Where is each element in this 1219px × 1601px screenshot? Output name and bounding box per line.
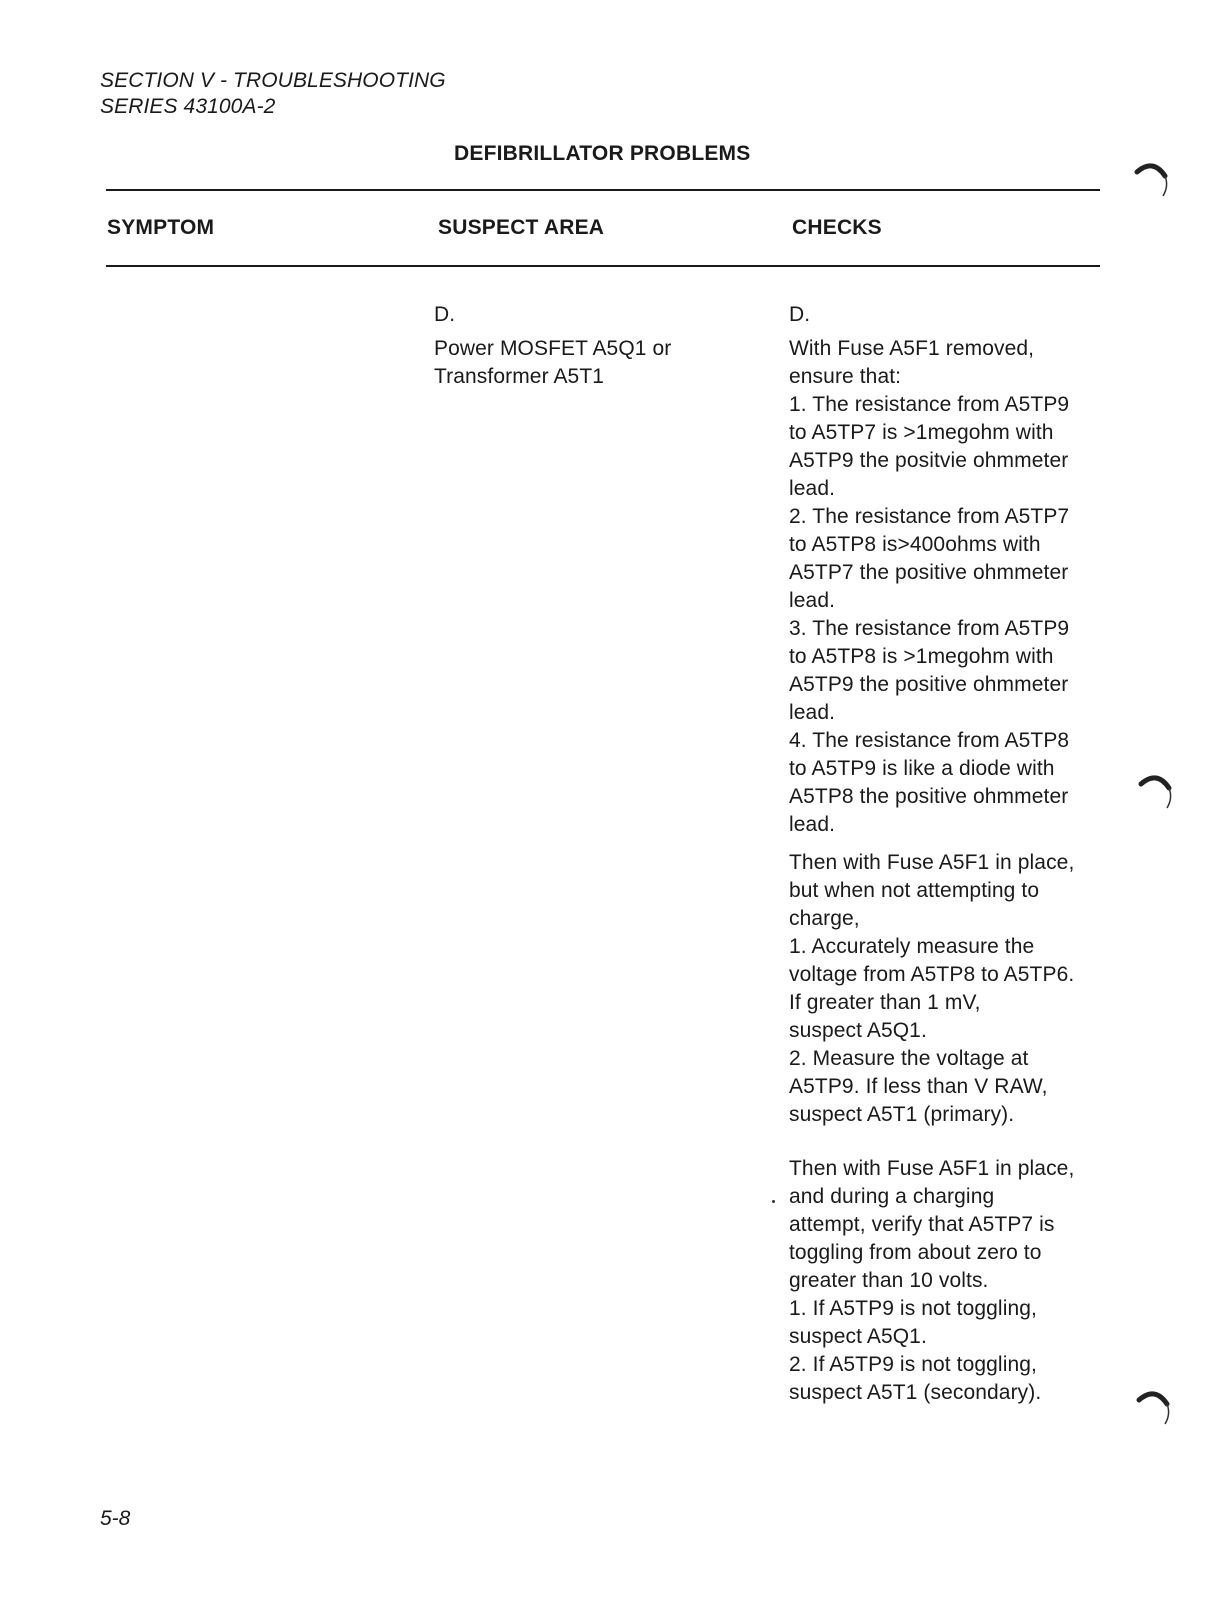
check-step-line: A5TP8 the positive ohmmeter: [789, 785, 1069, 808]
check-step-line: 4. The resistance from A5TP8: [789, 729, 1070, 752]
check-not-charging-line: A5TP9. If less than V RAW,: [789, 1075, 1048, 1098]
check-step-line: lead.: [789, 701, 836, 724]
binder-hole-mark-icon: [1135, 1388, 1175, 1428]
suspect-area-cell: [434, 301, 754, 391]
suspect-area-line: Power MOSFET A5Q1 or: [434, 337, 672, 360]
check-charging-line: attempt, verify that A5TP7 is: [789, 1213, 1055, 1236]
page-title: DEFIBRILLATOR PROBLEMS: [454, 142, 751, 165]
check-not-charging-line: Then with Fuse A5F1 in place,: [789, 851, 1075, 874]
check-step-line: to A5TP8 is>400ohms with: [789, 533, 1041, 556]
check-step-line: A5TP9 the positive ohmmeter: [789, 673, 1069, 696]
checks-label: D.: [789, 303, 811, 326]
check-charging-line: suspect A5Q1.: [789, 1325, 927, 1348]
check-step-line: to A5TP8 is >1megohm with: [789, 645, 1054, 668]
check-step-line: to A5TP9 is like a diode with: [789, 757, 1055, 780]
column-header-symptom: SYMPTOM: [107, 216, 215, 239]
check-not-charging-line: If greater than 1 mV,: [789, 991, 981, 1014]
check-not-charging-line: 2. Measure the voltage at: [789, 1047, 1029, 1070]
check-not-charging-line: suspect A5Q1.: [789, 1019, 927, 1042]
checks-cell: [789, 301, 1119, 1407]
suspect-area-line: Transformer A5T1: [434, 365, 605, 388]
check-not-charging-line: 1. Accurately measure the: [789, 935, 1035, 958]
scan-speck: [772, 1200, 775, 1203]
series-heading: SERIES 43100A-2: [100, 95, 276, 118]
check-step-line: 1. The resistance from A5TP9: [789, 393, 1070, 416]
checks-intro-line: ensure that:: [789, 365, 902, 388]
check-step-line: 2. The resistance from A5TP7: [789, 505, 1070, 528]
column-header-checks: CHECKS: [792, 216, 882, 239]
suspect-area-label: D.: [434, 303, 456, 326]
binder-hole-mark-icon: [1133, 160, 1173, 200]
check-step-line: A5TP9 the positvie ohmmeter: [789, 449, 1069, 472]
check-charging-line: suspect A5T1 (secondary).: [789, 1381, 1042, 1404]
check-step-line: 3. The resistance from A5TP9: [789, 617, 1070, 640]
checks-intro-line: With Fuse A5F1 removed,: [789, 337, 1035, 360]
check-charging-line: Then with Fuse A5F1 in place,: [789, 1157, 1075, 1180]
check-not-charging-line: but when not attempting to: [789, 879, 1040, 902]
page-number: 5-8: [100, 1507, 131, 1530]
check-not-charging-line: voltage from A5TP8 to A5TP6.: [789, 963, 1075, 986]
check-charging-line: and during a charging: [789, 1185, 995, 1208]
check-step-line: to A5TP7 is >1megohm with: [789, 421, 1054, 444]
binder-hole-mark-icon: [1137, 772, 1177, 812]
table-header-rule: [106, 265, 1100, 267]
section-heading: SECTION V - TROUBLESHOOTING: [100, 69, 446, 92]
check-charging-line: 2. If A5TP9 is not toggling,: [789, 1353, 1037, 1376]
check-charging-line: greater than 10 volts.: [789, 1269, 989, 1292]
check-charging-line: 1. If A5TP9 is not toggling,: [789, 1297, 1037, 1320]
check-charging-line: toggling from about zero to: [789, 1241, 1042, 1264]
check-step-line: lead.: [789, 477, 836, 500]
check-step-line: A5TP7 the positive ohmmeter: [789, 561, 1069, 584]
check-not-charging-line: charge,: [789, 907, 860, 930]
table-top-rule: [106, 189, 1100, 191]
check-not-charging-line: suspect A5T1 (primary).: [789, 1103, 1015, 1126]
column-header-suspect-area: SUSPECT AREA: [438, 216, 605, 239]
running-head: [100, 68, 446, 120]
check-step-line: lead.: [789, 813, 836, 836]
check-step-line: lead.: [789, 589, 836, 612]
